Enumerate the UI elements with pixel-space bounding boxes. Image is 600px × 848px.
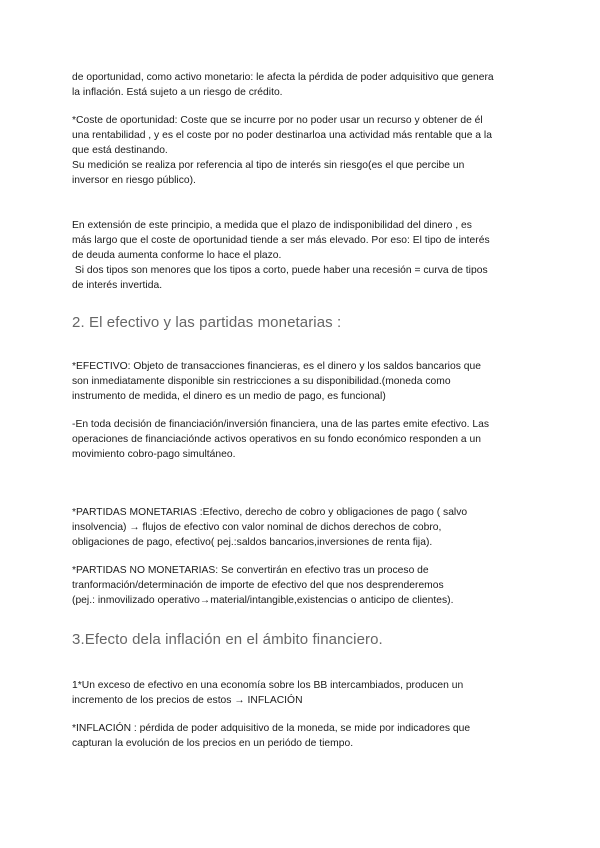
paragraph-efectivo: *EFECTIVO: Objeto de transacciones financieras, es el dinero y los saldos bancarios que son inmediatamente disponible sin restricciones a su disponibilidad.(moneda como instrumento de medida, el dinero es un medio de pago, es funcional) xyxy=(72,361,481,402)
section-heading-efectivo: 2. El efectivo y las partidas monetarias : xyxy=(72,314,342,331)
paragraph-extension-principio: En extensión de este principio, a medida que el plazo de indisponibilidad del dinero , es más largo que el coste de oportunidad tiende a ser más elevado. Por eso: El tipo de interés de deuda aumenta conforme lo hace el plazo. Si dos tipos son menores que los tipos a corto, puede haber una recesión = curva de tipos de interés invertida. xyxy=(72,220,490,291)
paragraph-coste-oportunidad: *Coste de oportunidad: Coste que se incurre por no poder usar un recurso y obtener de él una rentabilidad , y es el coste por no poder destinarloa una actividad más rentable que a la que está destinando. Su medición se realiza por referencia al tipo de interés sin riesgo(es el que percibe un inversor en riesgo público). xyxy=(72,115,492,186)
paragraph-decision-financiacion: -En toda decisión de financiación/inversión financiera, una de las partes emite efectivo. Las operaciones de financiaciónde activos operativos en su fondo económico responden a un movimiento cobro-pago simultáneo. xyxy=(72,419,490,460)
paragraph-inflacion-definicion: *INFLACIÓN : pérdida de poder adquisitivo de la moneda, se mide por indicadores que capturan la evolución de los precios en un periódo de tiempo. xyxy=(72,723,471,749)
section-heading-inflacion: 3.Efecto dela inflación en el ámbito financiero. xyxy=(72,631,383,648)
paragraph-partidas-monetarias: *PARTIDAS MONETARIAS :Efectivo, derecho de cobro y obligaciones de pago ( salvo insolvencia) → flujos de efectivo con valor nominal de dichos derechos de cobro, obligaciones de pago, efectivo( pej.:saldos bancarios,inversiones de renta fija). xyxy=(72,507,468,548)
paragraph-exceso-efectivo: 1*Un exceso de efectivo en una economía sobre los BB intercambiados, producen un incremento de los precios de estos → INFLACIÓN xyxy=(72,680,464,706)
paragraph-activo-monetario: de oportunidad, como activo monetario: le afecta la pérdida de poder adquisitivo que genera la inflación. Está sujeto a un riesgo de crédito. xyxy=(72,72,494,98)
document-body xyxy=(72,70,532,751)
paragraph-partidas-no-monetarias: *PARTIDAS NO MONETARIAS: Se convertirán en efectivo tras un proceso de tranformación/determinación de importe de efectivo del que nos desprenderemos (pej.: inmovilizado operativo→material/intangible,existencias o anticipo de clientes). xyxy=(72,565,454,606)
